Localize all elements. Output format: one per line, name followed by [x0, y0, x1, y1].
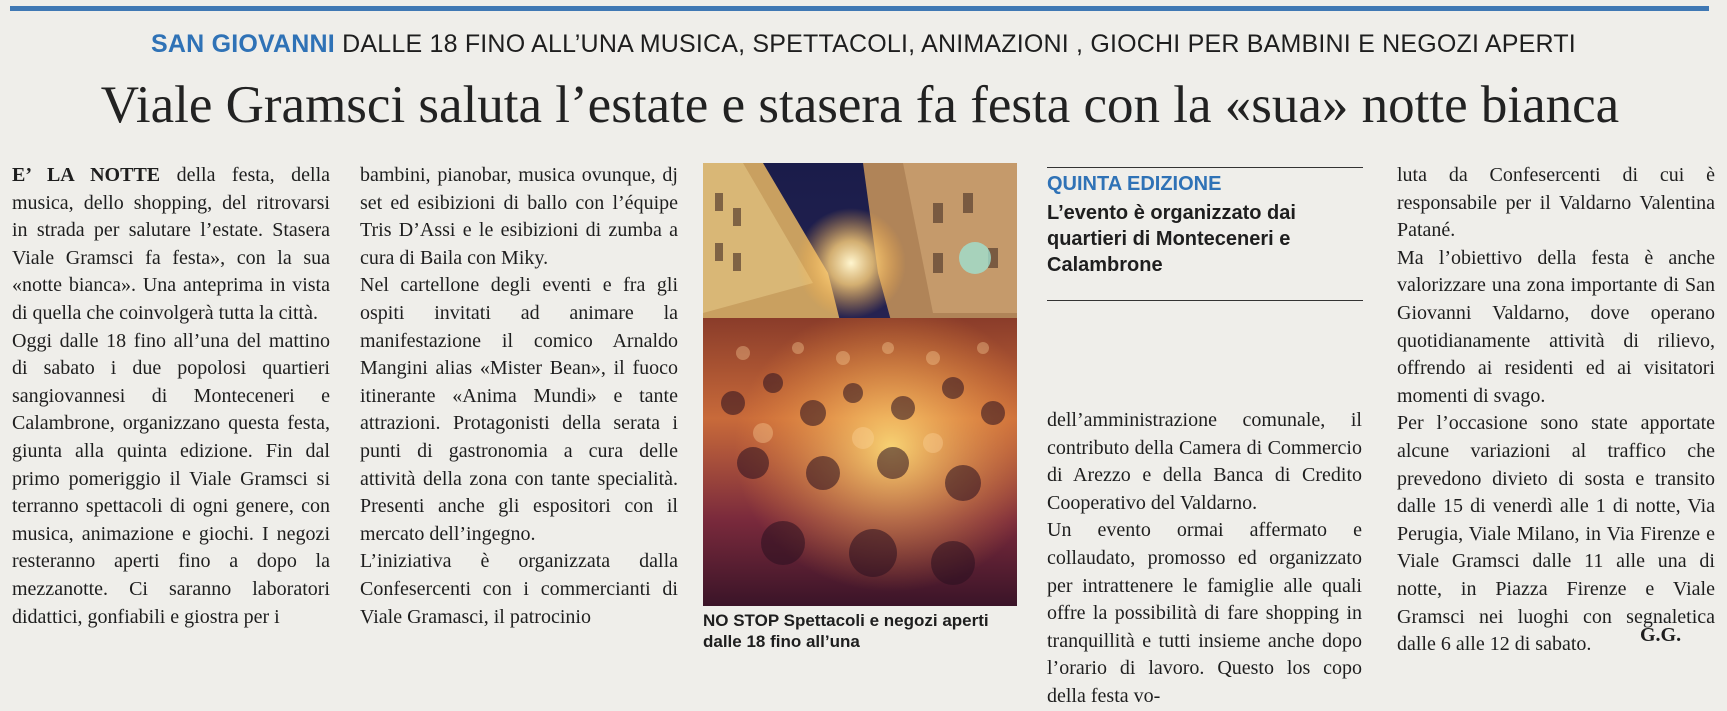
lead-text: della festa, della musica, dello shopping, del ritrovarsi in strada per salutare l’estate. Stasera Viale Gramsci fa festa», con la sua «notte bianca». Una anteprima in vista di quella che coinvolgerà tutta la città. [12, 164, 330, 324]
column-1 [12, 162, 330, 631]
column-2 [360, 162, 678, 631]
kicker [0, 30, 1727, 59]
lead-cap: E’ LA NOTTE [12, 164, 161, 186]
lead-paragraph [12, 162, 330, 328]
box-kicker: QUINTA EDIZIONE [1047, 173, 1222, 195]
paragraph: dell’amministrazione comunale, il contributo della Camera di Commercio di Arezzo e della Banca di Credito Cooperativo del Valdarno. [1047, 409, 1362, 514]
paragraph: Per l’occasione sono state apportate alcune variazioni al traffico che prevedono divieto di sosta e transito dalle 15 di venerdì alle 1 di notte, Via Perugia, Viale Milano, in Via Firenze e Viale Gramsci dalle 11 alle una di notte, in Piazza Firenze e Viale Gramsci nei luoghi con segnaletica dalle 6 alle 12 di sabato. [1397, 412, 1715, 656]
column-5 [1397, 162, 1715, 659]
box-rule-bottom [1047, 300, 1363, 301]
box-headline: L’evento è organizzato dai quartieri di Monteceneri e Calambrone [1047, 202, 1296, 276]
caption-text: Spettacoli e negozi aperti dalle 18 fino all’una [703, 611, 989, 651]
author-signature: G.G. [1640, 624, 1682, 646]
box-rule-top [1047, 167, 1363, 168]
paragraph: Oggi dalle 18 fino all’una del mattino di sabato i due popolosi quartieri sangiovannesi di Monteceneri e Calambrone, organizzano questa festa, giunta alla quinta edizione. Fin dal primo pomeriggio il Viale Gramsci si terranno spettacoli di ogni genere, con musica, animazione e giochi. I negozi resteranno aperti fino a dopo la mezzanotte. Ci saranno laboratori didattici, gonfiabili e giostra per i [12, 329, 330, 628]
paragraph: Ma l’obiettivo della festa è anche valorizzare una zona importante di San Giovanni Valdarno, dove operano quotidianamente attività di rilievo, offrendo ai residenti ed ai visitatori momenti di svago. [1397, 246, 1715, 407]
kicker-text: DALLE 18 FINO ALL’UNA MUSICA, SPETTACOLI, ANIMAZIONI , GIOCHI PER BAMBINI E NEGOZI APERTI [342, 30, 1576, 58]
paragraph: Un evento ormai affermato e collaudato, promosso ed organizzato per intrattenere le famiglie alle quali offre la possibilità di fare shopping in tranquillità e tutti insieme anche dopo l’orario di lavoro. Questo los copo della festa vo- [1047, 519, 1362, 707]
photo-caption [703, 610, 1023, 652]
crowd-photo [703, 163, 1017, 606]
crowd-photo-graphic [703, 163, 1017, 606]
headline: Viale Gramsci saluta l’estate e stasera fa festa con la «sua» notte bianca [100, 76, 1620, 134]
top-rule [10, 6, 1709, 11]
paragraph: Nel cartellone degli eventi e fra gli ospiti invitati ad animare la manifestazione il comico Arnaldo Mangini alias «Mister Bean», il fuoco itinerante «Anima Mundi» e tante attrazioni. Protagonisti della serata i punti di gastronomia a cura delle attività della zona con tante specialità. Presenti anche gli espositori con il mercato dell’ingegno. [360, 274, 678, 545]
caption-bold: NO STOP [703, 611, 779, 630]
paragraph: L’iniziativa è organizzata dalla Confesercenti con i commercianti di Viale Gramasci, il patrocinio [360, 550, 678, 628]
paragraph: bambini, pianobar, musica ovunque, dj set ed esibizioni di ballo con l’équipe Tris D’Assi e le esibizioni di zumba a cura di Baila con Miky. [360, 164, 678, 269]
paragraph: luta da Confesercenti di cui è responsabile per il Valdarno Valentina Patané. [1397, 164, 1715, 242]
column-4 [1047, 407, 1362, 711]
kicker-place: SAN GIOVANNI [151, 30, 335, 58]
